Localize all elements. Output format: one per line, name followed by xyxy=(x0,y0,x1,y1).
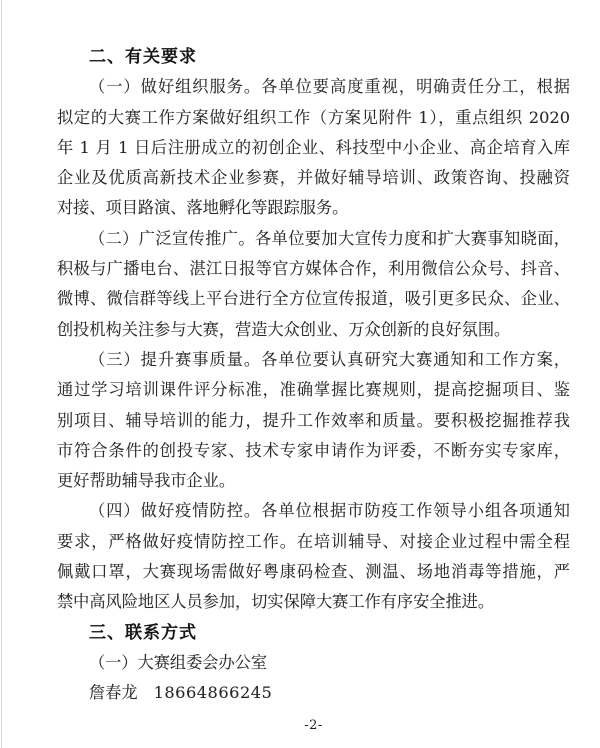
text-line: 微博、微信群等线上平台进行全方位宣传报道，吸引更多民众、企业、 xyxy=(57,289,570,309)
text-line: 积极与广播电台、湛江日报等官方媒体合作，利用微信公众号、抖音、 xyxy=(57,259,570,279)
contact-phone: 18664866245 xyxy=(153,683,273,703)
text-line: 对接、项目路演、落地孵化等跟踪服务。 xyxy=(57,198,349,218)
text-line: 别项目、辅导培训的能力，提升工作效率和质量。要积极挖掘推荐我 xyxy=(57,410,570,430)
text-line: （一）做好组织服务。各单位要高度重视，明确责任分工，根据 xyxy=(89,77,570,97)
text-line: 佩戴口罩，大赛现场需做好粤康码检查、测温、场地消毒等措施，严 xyxy=(57,562,570,582)
paragraph-epidemic-prevention xyxy=(57,496,570,617)
text-line: （二）广泛宣传推广。各单位要加大宣传力度和扩大赛事知晓面， xyxy=(89,228,570,248)
text-line: 通过学习培训课件评分标准，准确掌握比赛规则，提高挖掘项目、鉴 xyxy=(57,380,570,400)
text-line: 企业及优质高新技术企业参赛，并做好辅导培训、政策咨询、投融资 xyxy=(57,168,570,188)
text-line: 年 1 月 1 日后注册成立的初创企业、科技型中小企业、高企培育入库 xyxy=(57,137,570,157)
text-line: （四）做好疫情防控。各单位根据市防疫工作领导小组各项通知 xyxy=(89,501,570,521)
text-line: 拟定的大赛工作方案做好组织工作（方案见附件 1），重点组织 2020 xyxy=(57,107,570,127)
text-line: 要求，严格做好疫情防控工作。在培训辅导、对接企业过程中需全程 xyxy=(57,531,570,551)
section-heading-contact: 三、联系方式 xyxy=(89,622,197,643)
paragraph-competition-quality xyxy=(57,345,570,496)
text-line: （三）提升赛事质量。各单位要认真研究大赛通知和工作方案， xyxy=(89,349,570,369)
text-line: 禁中高风险地区人员参加，切实保障大赛工作有序安全推进。 xyxy=(57,592,495,612)
page-number: -2- xyxy=(304,717,323,733)
text-line: 更好帮助辅导我市企业。 xyxy=(57,471,236,491)
text-line: 市符合条件的创投专家、技术专家申请作为评委，不断夯实专家库， xyxy=(57,440,570,460)
contact-person-line xyxy=(57,678,570,708)
paragraph-publicity-promotion xyxy=(57,224,570,345)
contact-office-line: （一）大赛组委会办公室 xyxy=(89,652,268,672)
contact-name: 詹春龙 xyxy=(89,683,138,703)
paragraph-organization-service xyxy=(57,72,570,223)
section-heading-requirements: 二、有关要求 xyxy=(89,47,197,67)
text-line: 创投机构关注参与大赛，营造大众创业、万众创新的良好氛围。 xyxy=(57,319,511,339)
